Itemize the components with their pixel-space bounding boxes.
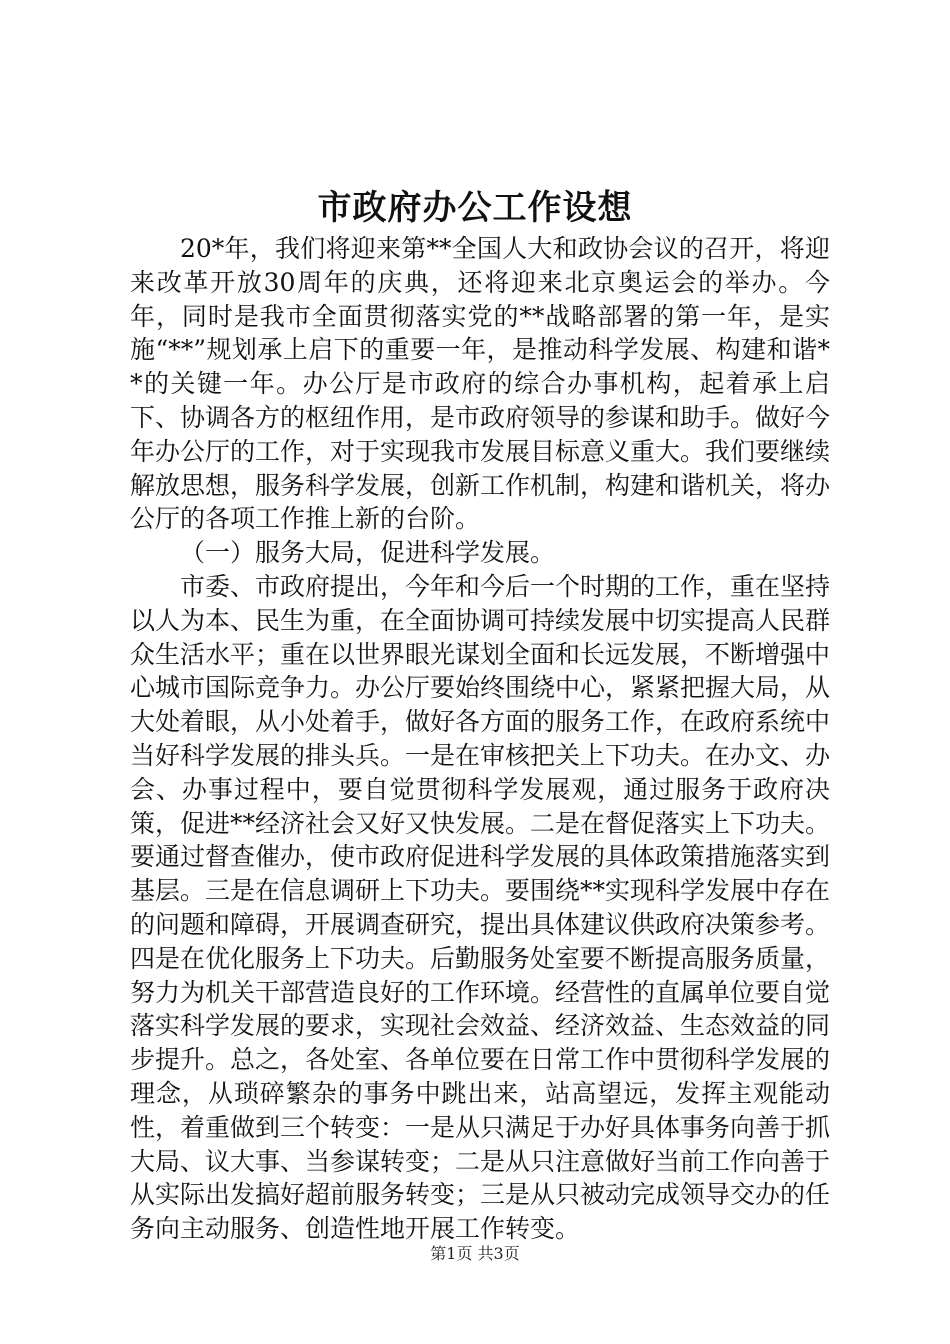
paragraph-section-body: 市委、市政府提出，今年和今后一个时期的工作，重在坚持以人为本、民生为重，在全面协调可持续发展中切实提高人民群众生活水平；重在以世界眼光谋划全面和长远发展，不断增强中心城市国际竞争力。办公厅要始终围绕中心，紧紧把握大局，从大处着眼，从小处着手，做好各方面的服务工作，在政府系统中当好科学发展的排头兵。一是在审核把关上下功夫。在办文、办会、办事过程中，要自觉贯彻科学发展观，通过服务于政府决策，促进**经济社会又好又快发展。二是在督促落实上下功夫。要通过督查催办，使市政府促进科学发展的具体政策措施落实到基层。三是在信息调研上下功夫。要围绕**实现科学发展中存在的问题和障碍，开展调查研究，提出具体建议供政府决策参考。四是在优化服务上下功夫。后勤服务处室要不断提高服务质量，努力为机关干部营造良好的工作环境。经营性的直属单位要自觉落实科学发展的要求，实现社会效益、经济效益、生态效益的同步提升。总之，各处室、各单位要在日常工作中贯彻科学发展的理念，从琐碎繁杂的事务中跳出来，站高望远，发挥主观能动性，着重做到三个转变：一是从只满足于办好具体事务向善于抓大局、议大事、当参谋转变；二是从只注意做好当前工作向善于从实际出发搞好超前服务转变；三是从只被动完成领导交办的任务向主动服务、创造性地开展工作转变。 (130, 571, 831, 1244)
paragraph-intro: 20*年，我们将迎来第**全国人大和政协会议的召开，将迎来改革开放30周年的庆典，还将迎来北京奥运会的举办。今年，同时是我市全面贯彻落实党的**战略部署的第一年，是实施“**”规划承上启下的重要一年，是推动科学发展、构建和谐**的关键一年。办公厅是市政府的综合办事机构，起着承上启下、协调各方的枢纽作用，是市政府领导的参谋和助手。做好今年办公厅的工作，对于实现我市发展目标意义重大。我们要继续解放思想，服务科学发展，创新工作机制，构建和谐机关，将办公厅的各项工作推上新的台阶。 (130, 234, 831, 534)
document-title: 市政府办公工作设想 (317, 188, 633, 228)
section-heading: （一）服务大局，促进科学发展。 (180, 538, 556, 568)
document-body (130, 232, 830, 1246)
page-footer: 第1页 共3页 (430, 1244, 520, 1263)
